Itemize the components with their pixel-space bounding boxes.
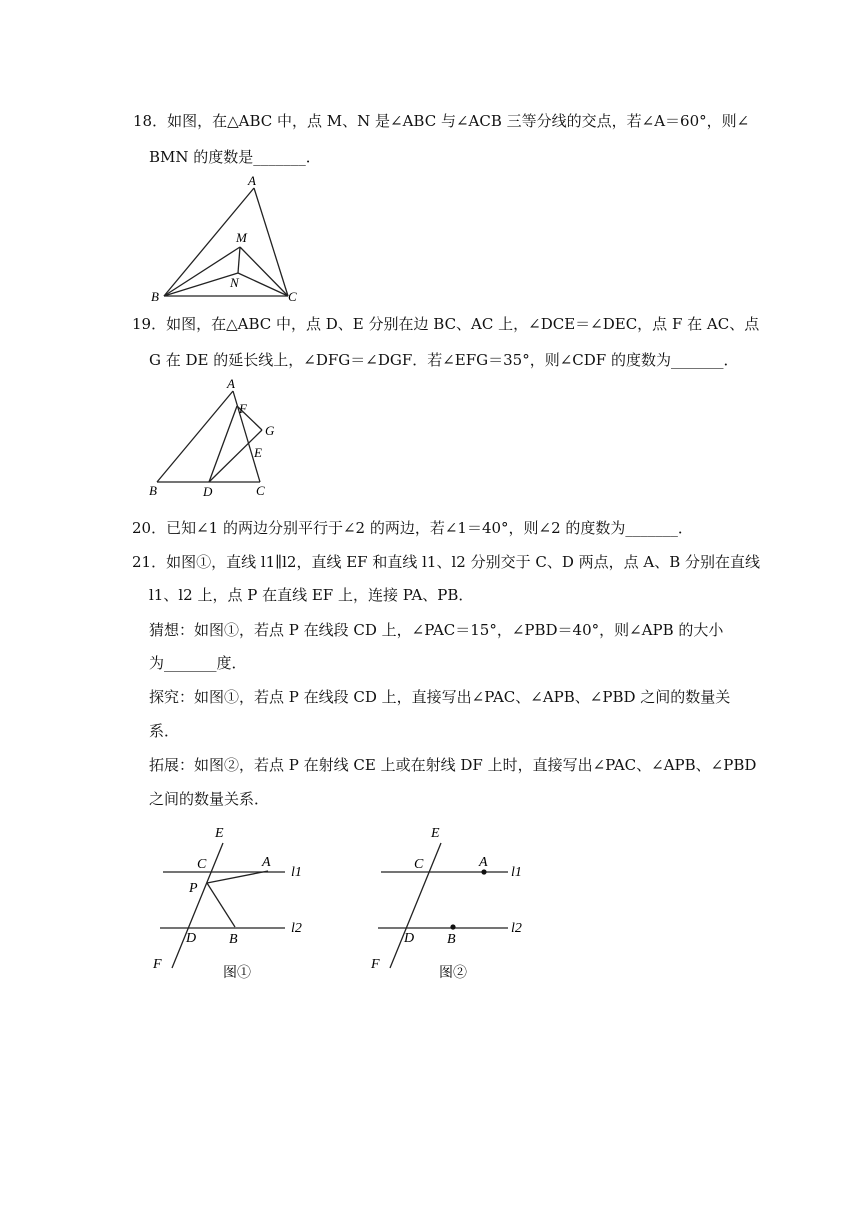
fig2-label-l1: l1 bbox=[511, 865, 522, 880]
fig2-label-d: D bbox=[404, 931, 415, 946]
fig1-label-a: A bbox=[262, 855, 271, 870]
q18-label-n: N bbox=[230, 275, 239, 290]
q21-figure-1 bbox=[145, 820, 325, 985]
q20-line1: 20．已知∠1 的两边分别平行于∠2 的两边，若∠1＝40°，则∠2 的度数为_______． bbox=[132, 519, 693, 537]
q18-side-ac bbox=[254, 188, 288, 296]
q19-label-d: D bbox=[203, 484, 213, 499]
fig2-point-a bbox=[481, 869, 486, 874]
q18-label-c: C bbox=[288, 289, 297, 304]
q21-line3: 猜想：如图①，若点 P 在线段 CD 上，∠PAC＝15°，∠PBD＝40°，则∠APB 的大小 bbox=[149, 621, 724, 639]
q21-line4: 为_______度． bbox=[149, 654, 247, 672]
fig1-label-b: B bbox=[229, 932, 238, 947]
q18-seg-bm bbox=[164, 247, 240, 296]
fig2-label-a: A bbox=[479, 855, 488, 870]
q18-line1: 18．如图，在△ABC 中，点 M、N 是∠ABC 与∠ACB 三等分线的交点，若∠A＝60°，则∠ bbox=[133, 112, 750, 130]
q19-figure bbox=[140, 375, 290, 500]
fig1-label-d: D bbox=[186, 931, 197, 946]
fig1-caption: 图① bbox=[223, 966, 251, 981]
fig1-seg-pb bbox=[207, 883, 235, 927]
q21-line5: 探究：如图①，若点 P 在线段 CD 上，直接写出∠PAC、∠APB、∠PBD 之间的数量关 bbox=[149, 688, 731, 706]
q18-seg-mn bbox=[238, 247, 240, 273]
q21-line6: 系． bbox=[149, 722, 180, 740]
q19-line2: G 在 DE 的延长线上，∠DFG＝∠DGF．若∠EFG＝35°，则∠CDF 的度数为_______． bbox=[149, 351, 739, 369]
q19-side-ab bbox=[157, 391, 233, 482]
q18-label-a: A bbox=[248, 173, 256, 188]
fig2-label-l2: l2 bbox=[511, 921, 522, 936]
q19-label-b: B bbox=[149, 483, 157, 498]
fig2-caption: 图② bbox=[439, 966, 467, 981]
fig1-label-l1: l1 bbox=[291, 865, 302, 880]
q18-line2: BMN 的度数是_______． bbox=[149, 148, 321, 166]
q19-line1: 19．如图，在△ABC 中，点 D、E 分别在边 BC、AC 上，∠DCE＝∠DEC，点 F 在 AC、点 bbox=[132, 315, 760, 333]
q19-label-e: E bbox=[254, 445, 262, 460]
fig1-label-l2: l2 bbox=[291, 921, 302, 936]
fig1-seg-pa bbox=[207, 871, 268, 883]
q18-seg-cn bbox=[238, 273, 288, 296]
q19-label-a: A bbox=[227, 376, 235, 391]
fig1-label-p: P bbox=[189, 881, 198, 896]
fig2-label-f: F bbox=[371, 957, 380, 972]
q19-label-f: F bbox=[239, 401, 247, 416]
fig2-label-e: E bbox=[431, 826, 440, 841]
q18-label-b: B bbox=[151, 289, 159, 304]
q21-figure-2 bbox=[363, 820, 543, 985]
q19-label-g: G bbox=[265, 423, 275, 438]
q18-figure bbox=[140, 170, 310, 305]
q19-seg-df bbox=[209, 406, 237, 482]
q18-label-m: M bbox=[236, 230, 247, 245]
fig2-label-c: C bbox=[414, 857, 424, 872]
q19-label-c: C bbox=[256, 483, 265, 498]
q21-line2: l1、l2 上，点 P 在直线 EF 上，连接 PA、PB． bbox=[149, 586, 474, 604]
q21-line7: 拓展：如图②，若点 P 在射线 CE 上或在射线 DF 上时，直接写出∠PAC、∠APB、∠PBD bbox=[149, 756, 757, 774]
q21-line1: 21．如图①，直线 l1∥l2，直线 EF 和直线 l1、l2 分别交于 C、D 两点，点 A、B 分别在直线 bbox=[132, 553, 761, 571]
fig1-label-f: F bbox=[153, 957, 162, 972]
fig1-label-c: C bbox=[197, 857, 207, 872]
q21-line8: 之间的数量关系． bbox=[149, 790, 270, 808]
fig2-point-b bbox=[450, 924, 455, 929]
fig1-label-e: E bbox=[215, 826, 224, 841]
fig2-label-b: B bbox=[447, 932, 456, 947]
q18-seg-bn bbox=[164, 273, 238, 296]
